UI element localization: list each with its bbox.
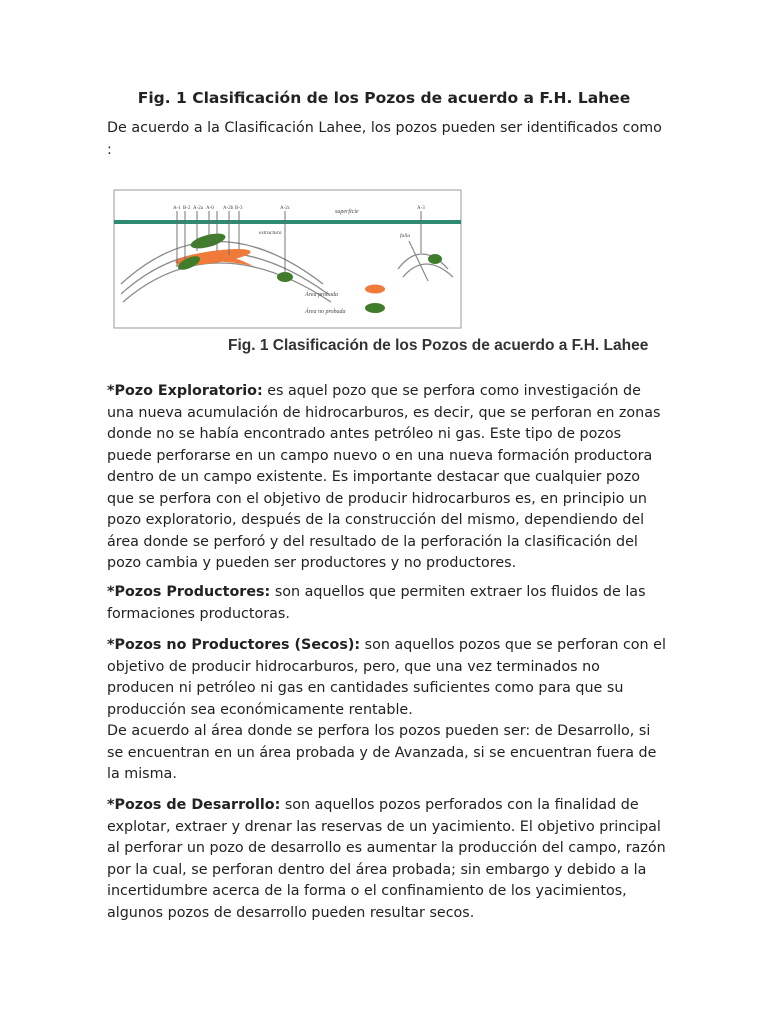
well-label: A-2b xyxy=(223,206,234,211)
well-label: A-3 xyxy=(417,206,425,211)
paragraph-desarrollo xyxy=(107,795,667,924)
paragraph-no-productores xyxy=(107,635,667,786)
paragraph-text: son aquellos pozos que se perforan con el objetivo de producir hidrocarburos, pero, que una vez terminados no producen ni petróleo ni gas en cantidades suficientes como para que su producción sea económicamente rentable. xyxy=(107,637,666,718)
legend-swatch-unproven xyxy=(365,303,385,313)
well-label: A-0 xyxy=(206,206,214,211)
paragraph-text: son aquellos pozos perforados con la finalidad de explotar, extraer y drenar las reservas de un yacimiento. El objetivo principal al perforar un pozo de desarrollo es aumentar la producción del campo, razón por la cual, se perforan dentro del área probada; sin embargo y debido a la incertidumbre acerca de la forma o el confinamiento de los yacimientos, algunos pozos de desarrollo pueden resultar secos. xyxy=(107,797,666,921)
term-label: *Pozos de Desarrollo: xyxy=(107,797,281,813)
page-title: Fig. 1 Clasificación de los Pozos de acuerdo a F.H. Lahee xyxy=(137,89,631,107)
term-label: *Pozos Productores: xyxy=(107,584,271,600)
fault-label: falla xyxy=(400,233,411,239)
legend-label-proven: Área probada xyxy=(305,292,339,298)
term-label: *Pozo Exploratorio: xyxy=(107,383,263,399)
paragraph-text: es aquel pozo que se perfora como investigación de una nueva acumulación de hidrocarburos, es decir, que se perforan en zonas donde no se había encontrado antes petróleo ni gas. Este tipo de pozos puede perforarse en un campo nuevo o en una nueva formación productora dentro de un campo existente. Es importante destacar que cualquier pozo que se perfora con el objetivo de producir hidrocarburos es, en principio un pozo exploratorio, después de la construcción del mismo, dependiendo del área donde se perforó y del resultado de la perforación la clasificación del pozo cambia y pueden ser productores y no productores. xyxy=(107,383,661,571)
paragraph-text-extra: De acuerdo al área donde se perfora los pozos pueden ser: de Desarrollo, si se encuentran en un área probada y de Avanzada, si se encuentran fuera de la misma. xyxy=(107,723,657,782)
well-label: A-2a xyxy=(193,206,203,211)
legend-label-unproven: Área no probada xyxy=(305,309,346,315)
intro-text: De acuerdo a la Clasificación Lahee, los pozos pueden ser identificados como : xyxy=(107,120,662,158)
legend-swatch-proven xyxy=(365,285,385,294)
figure-caption: Fig. 1 Clasificación de los Pozos de acuerdo a F.H. Lahee xyxy=(228,337,649,354)
well-classification-figure xyxy=(113,189,462,329)
well-label: B-2 xyxy=(183,206,191,211)
structure-label: estructura xyxy=(259,230,282,236)
unproven-area-shape xyxy=(428,254,442,264)
well-label: A-2c xyxy=(280,206,290,211)
paragraph-productores xyxy=(107,582,667,625)
well-label: B-3 xyxy=(235,206,243,211)
paragraph-text: son aquellos que permiten extraer los fluidos de las formaciones productoras. xyxy=(107,584,646,622)
surface-label: superficie xyxy=(335,209,359,215)
term-label: *Pozos no Productores (Secos): xyxy=(107,637,361,653)
paragraph-exploratorio xyxy=(107,381,667,575)
well-label: A-1 xyxy=(173,206,181,211)
